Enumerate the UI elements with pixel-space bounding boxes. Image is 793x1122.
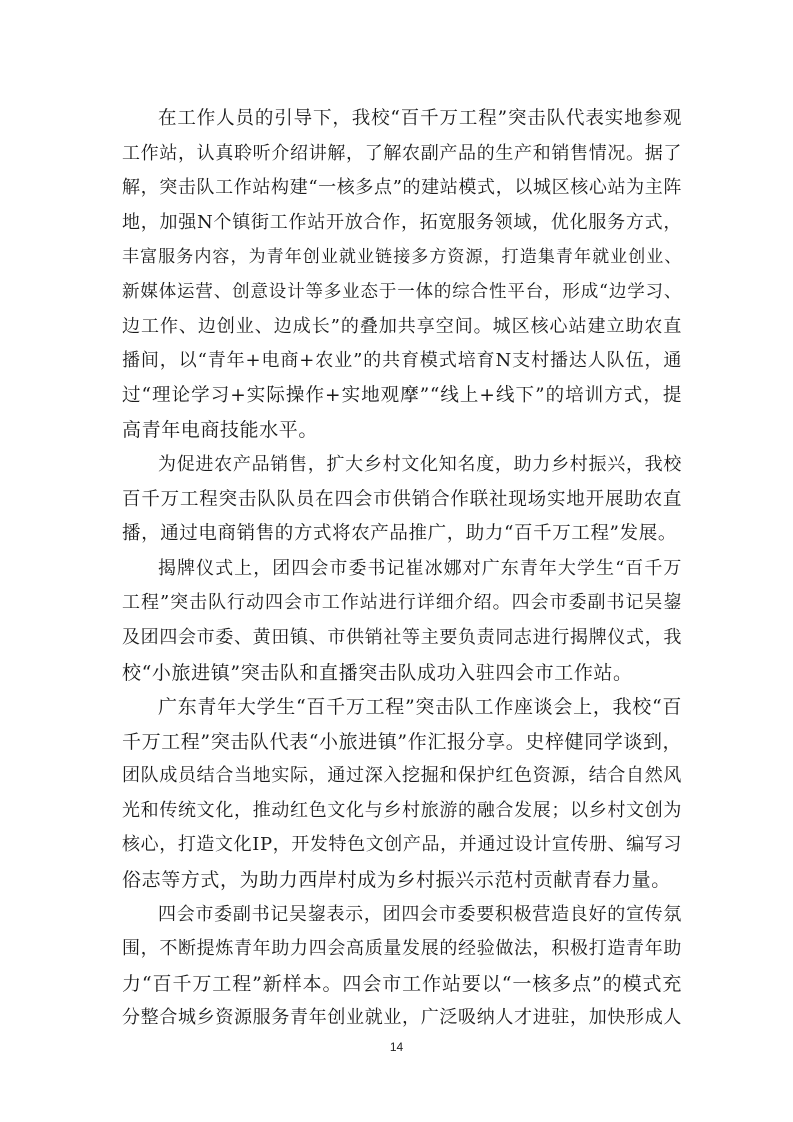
paragraph-3 bbox=[122, 552, 682, 690]
text-line: 丰富服务内容，为青年创业就业链接多方资源，打造集青年就业创业、 bbox=[122, 247, 682, 268]
text-line: 工作站，认真聆听介绍讲解，了解农副产品的生产和销售情况。据了 bbox=[122, 142, 682, 164]
text-line: 广东青年大学生“百千万工程”突击队工作座谈会上，我校“百 bbox=[158, 696, 682, 719]
text-line: 播间，以“青年+电商+农业”的共育模式培育N支村播达人队伍，通 bbox=[122, 350, 682, 372]
text-line: 核心，打造文化IP，开发特色文创产品，并通过设计宣传册、编写习 bbox=[122, 834, 682, 856]
text-line: 分整合城乡资源服务青年创业就业，广泛吸纳人才进驻，加快形成人 bbox=[122, 1007, 682, 1029]
text-line: 及团四会市委、黄田镇、市供销社等主要负责同志进行揭牌仪式，我 bbox=[122, 626, 682, 648]
text-line: 过“理论学习+实际操作+实地观摩”“线上+线下”的培训方式，提 bbox=[122, 384, 682, 406]
text-line: 地，加强N个镇街工作站开放合作，拓宽服务领域，优化服务方式， bbox=[122, 211, 682, 233]
text-line: 百千万工程突击队队员在四会市供销合作联社现场实地开展助农直 bbox=[122, 488, 682, 510]
text-line: 解，突击队工作站构建“一核多点”的建站模式，以城区核心站为主阵 bbox=[122, 177, 682, 199]
text-line: 在工作人员的引导下，我校“百千万工程”突击队代表实地参观 bbox=[158, 108, 682, 129]
text-line: 团队成员结合当地实际，通过深入挖掘和保护红色资源，结合自然风 bbox=[122, 765, 682, 787]
text-line: 工程”突击队行动四会市工作站进行详细介绍。四会市委副书记吴鋆 bbox=[122, 592, 682, 614]
paragraph-5 bbox=[122, 898, 682, 1036]
page-number: 14 bbox=[389, 1040, 404, 1054]
text-line: 边工作、边创业、边成长”的叠加共享空间。城区核心站建立助农直 bbox=[122, 315, 682, 337]
body-text bbox=[122, 102, 682, 1036]
text-line: 新媒体运营、创意设计等多业态于一体的综合性平台，形成“边学习、 bbox=[122, 281, 682, 302]
paragraph-4 bbox=[122, 690, 682, 898]
text-line: 围，不断提炼青年助力四会高质量发展的经验做法，积极打造青年助 bbox=[122, 938, 682, 960]
text-line: 播，通过电商销售的方式将农产品推广，助力“百千万工程”发展。 bbox=[122, 523, 677, 545]
text-line: 高青年电商技能水平。 bbox=[122, 419, 319, 442]
paragraph-1 bbox=[122, 102, 682, 448]
paragraph-2 bbox=[122, 448, 682, 552]
text-line: 俗志等方式，为助力西岸村成为乡村振兴示范村贡献青春力量。 bbox=[122, 869, 671, 892]
text-line: 四会市委副书记吴鋆表示，团四会市委要积极营造良好的宣传氛 bbox=[158, 903, 682, 925]
text-line: 揭牌仪式上，团四会市委书记崔冰娜对广东青年大学生“百千万 bbox=[158, 557, 682, 579]
text-line: 力“百千万工程”新样本。四会市工作站要以“一核多点”的模式充 bbox=[122, 972, 682, 995]
text-line: 千万工程”突击队代表“小旅进镇”作汇报分享。史梓健同学谈到， bbox=[122, 730, 683, 753]
text-line: 校“小旅进镇”突击队和直播突击队成功入驻四会市工作站。 bbox=[122, 661, 633, 684]
text-line: 光和传统文化，推动红色文化与乡村旅游的融合发展；以乡村文创为 bbox=[122, 799, 682, 821]
text-line: 为促进农产品销售，扩大乡村文化知名度，助力乡村振兴，我校 bbox=[158, 453, 682, 475]
